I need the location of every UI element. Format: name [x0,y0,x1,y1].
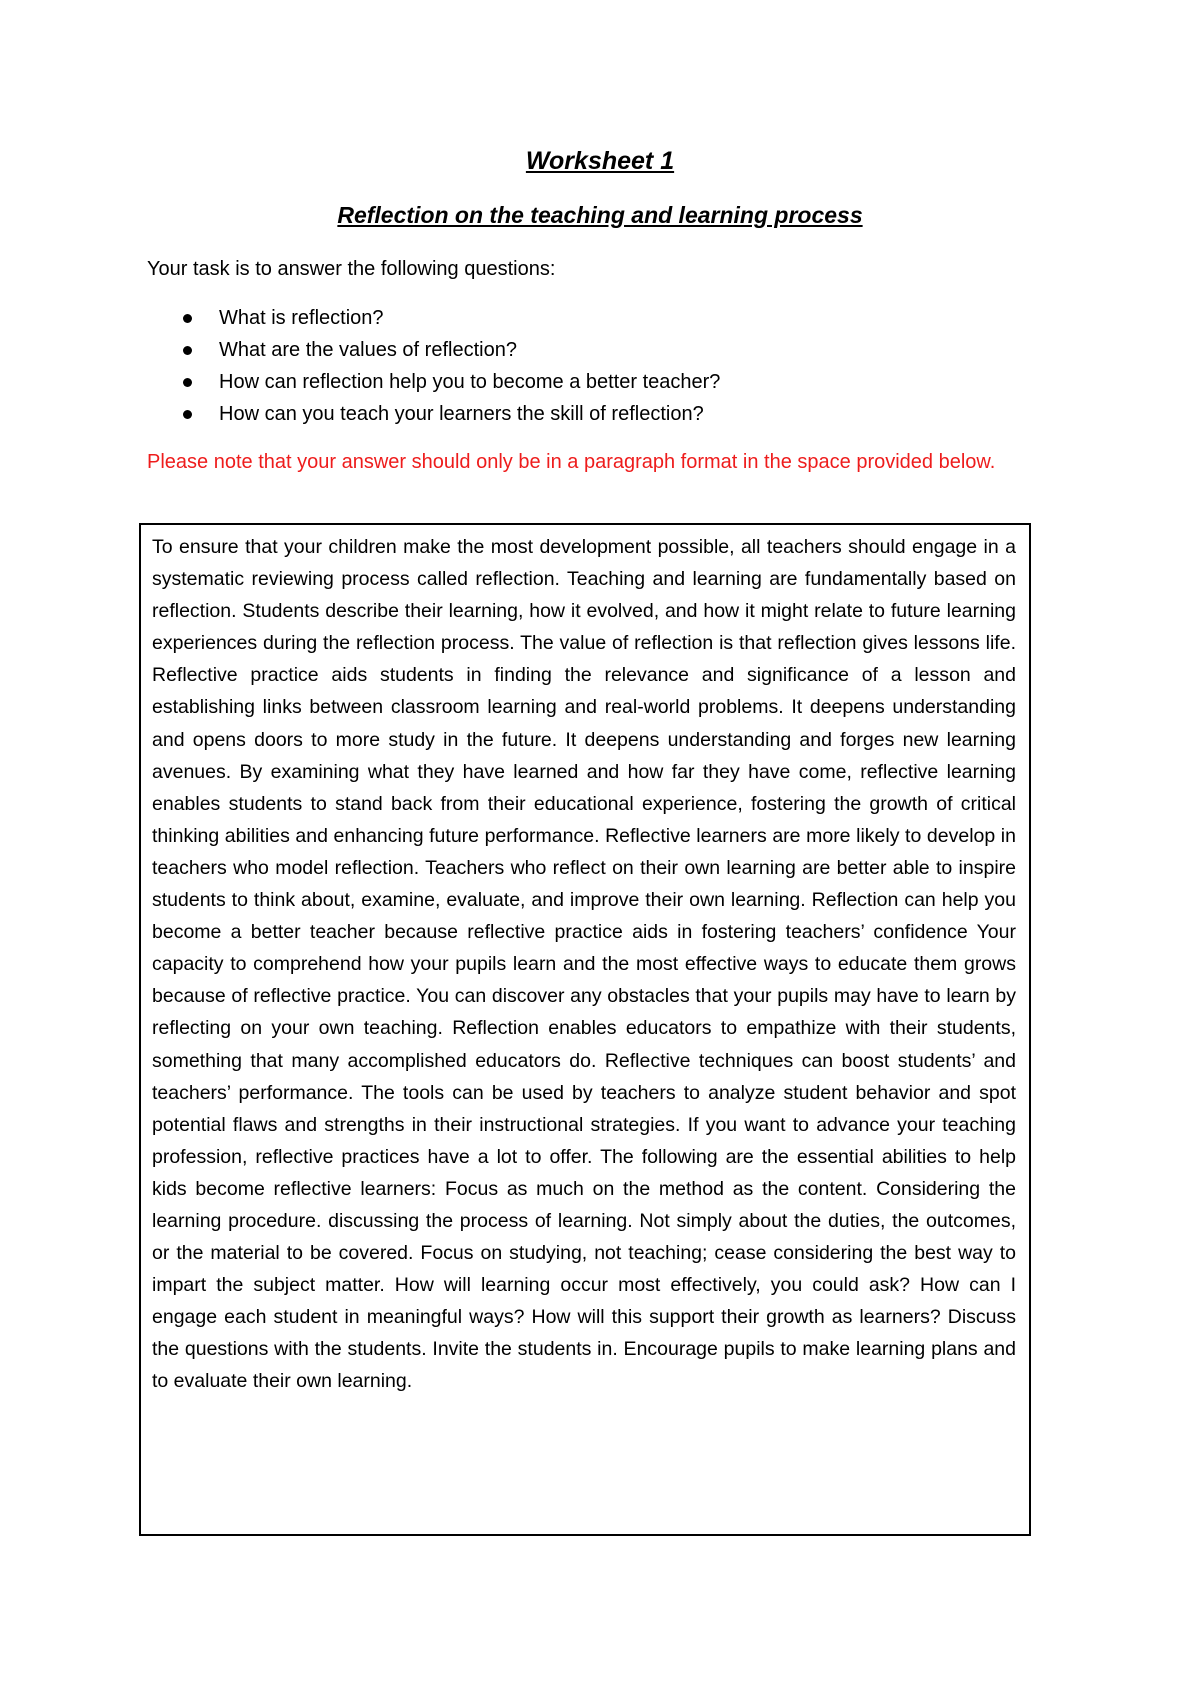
format-note: Please note that your answer should only be in a paragraph format in the space provided below. [147,451,996,473]
question-item [180,334,720,366]
task-intro: Your task is to answer the following questions: [147,258,556,280]
question-list [180,302,720,430]
bullet-icon [183,378,192,387]
bullet-icon [183,346,192,355]
bullet-icon [183,314,192,323]
question-text: How can you teach your learners the skill of reflection? [219,403,704,425]
question-item [180,366,720,398]
bullet-icon [183,410,192,419]
question-text: What is reflection? [219,307,384,329]
worksheet-subtitle: Reflection on the teaching and learning process [337,202,863,228]
answer-box [139,523,1031,1536]
worksheet-title: Worksheet 1 [525,147,675,175]
answer-paragraph: To ensure that your children make the most development possible, all teachers should engage in a systematic reviewing process called reflection. Teaching and learning are fundamentally based on reflection. Students describe their learning, how it evolved, and how it might relate to future learning experiences during the reflection process. The value of reflection is that reflection gives lessons life. Reflective practice aids students in finding the relevance and significance of a lesson and establishing links between classroom learning and real-world problems. It deepens understanding and opens doors to more study in the future. It deepens understanding and forges new learning avenues. By examining what they have learned and how far they have come, reflective learning enables students to stand back from their educational experience, fostering the growth of critical thinking abilities and enhancing future performance. Reflective learners are more likely to develop in teachers who model reflection. Teachers who reflect on their own learning are better able to inspire students to think about, examine, evaluate, and improve their own learning. Reflection can help you become a better teacher because reflective practice aids in fostering teachers’ confidence Your capacity to comprehend how your pupils learn and the most effective ways to educate them grows because of reflective practice. You can discover any obstacles that your pupils may have to learn by reflecting on your own teaching. Reflection enables educators to empathize with their students, something that many accomplished educators do. Reflective techniques can boost students’ and teachers’ performance. The tools can be used by teachers to analyze student behavior and spot potential flaws and strengths in their instructional strategies. If you want to advance your teaching profession, reflective practices have a lot to offer. The following are the essential abilities to help kids become reflective learners: Focus as much on the method as the content. Considering the learning procedure. discussing the process of learning. Not simply about the duties, the outcomes, or the material to be covered. Focus on studying, not teaching; cease considering the best way to impart the subject matter. How will learning occur most effectively, you could ask? How can I engage each student in meaningful ways? How will this support their growth as learners? Discuss the questions with the students. Invite the students in. Encourage pupils to make learning plans and to evaluate their own learning. [152,536,1016,1393]
question-text: How can reflection help you to become a better teacher? [219,371,721,393]
question-item [180,398,720,430]
question-item [180,302,720,334]
question-text: What are the values of reflection? [219,339,517,361]
